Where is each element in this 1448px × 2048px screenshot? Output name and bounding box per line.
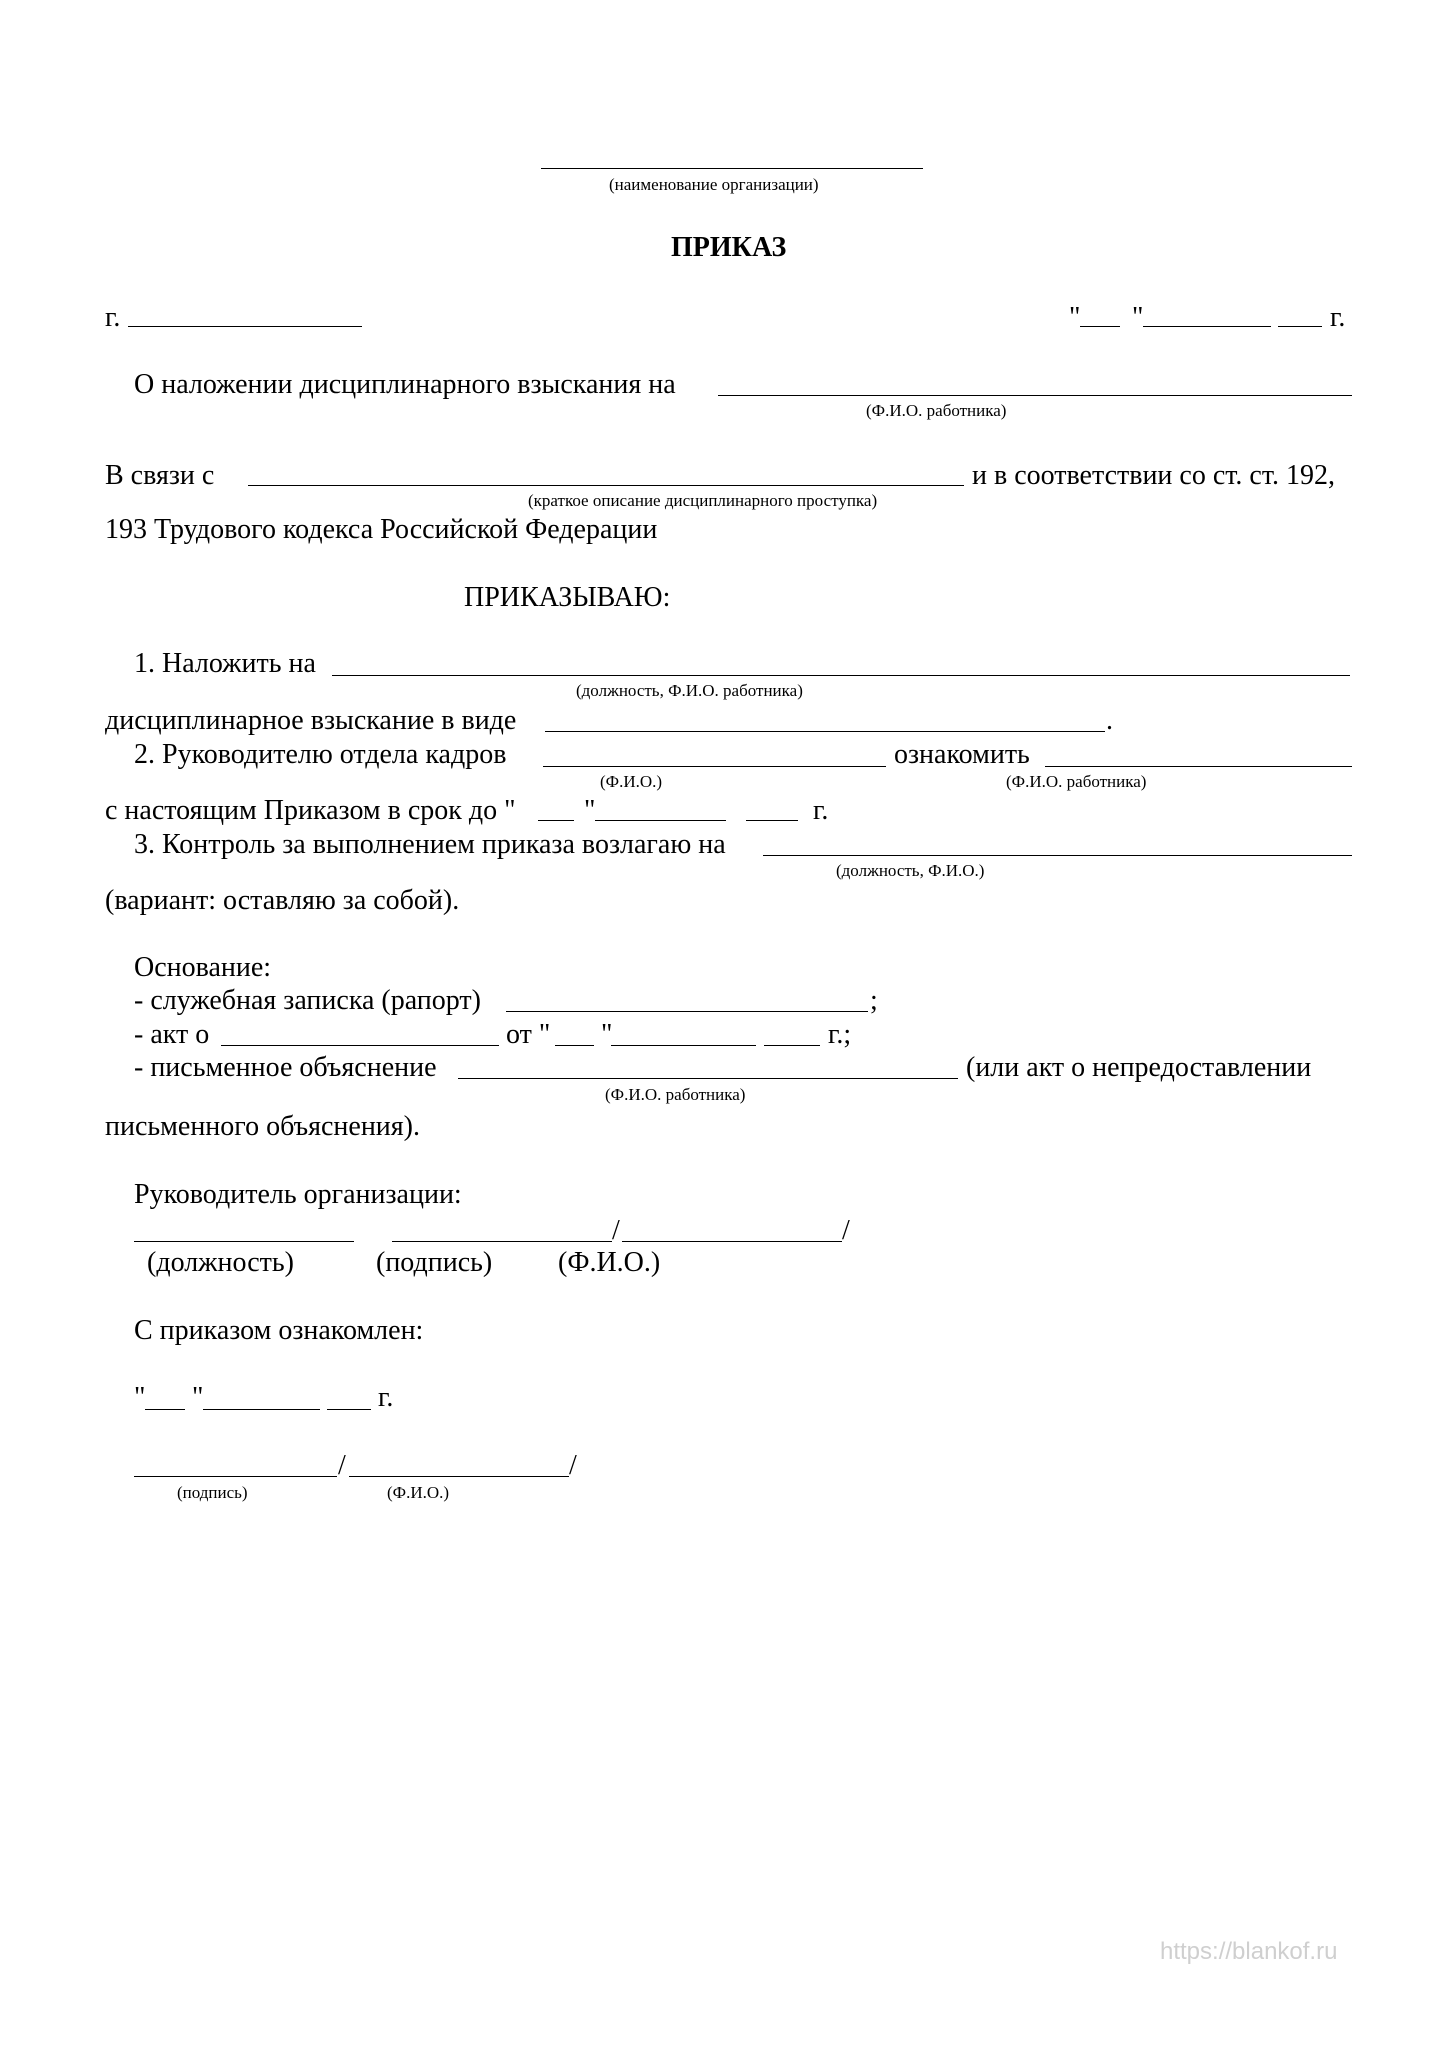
ack-year-line[interactable] bbox=[327, 1409, 371, 1410]
head-name-line[interactable] bbox=[622, 1241, 842, 1242]
hr-head-line[interactable] bbox=[543, 766, 886, 767]
head-caption-position: (должность) bbox=[147, 1247, 294, 1278]
explanation-employee-line[interactable] bbox=[458, 1078, 958, 1079]
act-year-suffix: г.; bbox=[828, 1019, 852, 1050]
date-open-quote: " bbox=[1069, 302, 1081, 333]
item1-prefix: 1. Наложить на bbox=[134, 648, 316, 679]
ack-month-line[interactable] bbox=[203, 1409, 320, 1410]
ack-name-line[interactable] bbox=[349, 1476, 569, 1477]
penalty-type-line[interactable] bbox=[545, 731, 1105, 732]
memo-end: ; bbox=[870, 985, 878, 1016]
ack-title: С приказом ознакомлен: bbox=[134, 1315, 424, 1346]
basis-act-prefix: - акт о bbox=[134, 1019, 210, 1050]
date-month-line[interactable] bbox=[1143, 326, 1271, 327]
ack-caption-name: (Ф.И.О.) bbox=[387, 1483, 450, 1502]
item2-day-line[interactable] bbox=[538, 820, 574, 821]
reason-prefix: В связи с bbox=[105, 460, 215, 491]
org-name-caption: (наименование организации) bbox=[609, 175, 819, 194]
item2-mid: ознакомить bbox=[894, 739, 1030, 770]
item2-month-line[interactable] bbox=[595, 820, 726, 821]
ack-date-close-quote: " bbox=[192, 1382, 204, 1413]
item2-line2: с настоящим Приказом в срок до " bbox=[105, 795, 516, 826]
date-year-line[interactable] bbox=[1278, 326, 1322, 327]
order-word: ПРИКАЗЫВАЮ: bbox=[464, 582, 671, 613]
item1-end: . bbox=[1106, 705, 1113, 736]
item1-employee-line[interactable] bbox=[332, 675, 1350, 676]
basis-title: Основание: bbox=[134, 952, 272, 983]
explanation-caption: (Ф.И.О. работника) bbox=[605, 1085, 746, 1104]
item3-line2: (вариант: оставляю за собой). bbox=[105, 885, 460, 916]
act-subject-line[interactable] bbox=[221, 1045, 499, 1046]
head-position-line[interactable] bbox=[134, 1241, 354, 1242]
act-year-line[interactable] bbox=[764, 1045, 820, 1046]
date-day-line[interactable] bbox=[1080, 326, 1120, 327]
ack-day-line[interactable] bbox=[145, 1409, 185, 1410]
basis-memo: - служебная записка (рапорт) bbox=[134, 985, 481, 1016]
act-from: от " bbox=[506, 1019, 551, 1050]
act-close-quote: " bbox=[601, 1019, 613, 1050]
act-day-line[interactable] bbox=[555, 1045, 594, 1046]
reason-caption: (краткое описание дисциплинарного проступка) bbox=[528, 491, 878, 510]
date-close-quote: " bbox=[1132, 302, 1144, 333]
ack-signature-line[interactable] bbox=[134, 1476, 337, 1477]
head-caption-name: (Ф.И.О.) bbox=[558, 1247, 661, 1278]
head-signature-line[interactable] bbox=[392, 1241, 612, 1242]
ack-slash-1: / bbox=[338, 1450, 346, 1481]
item3-prefix: 3. Контроль за выполнением приказа возлагаю на bbox=[134, 829, 726, 860]
city-line[interactable] bbox=[128, 326, 362, 327]
item2-caption-fio: (Ф.И.О.) bbox=[600, 772, 663, 791]
head-slash-2: / bbox=[842, 1215, 850, 1246]
basis-explanation-line2: письменного объяснения). bbox=[105, 1111, 420, 1142]
date-year-suffix: г. bbox=[1330, 302, 1346, 333]
watermark-url[interactable]: https://blankof.ru bbox=[1160, 1938, 1338, 1965]
item1-line2: дисциплинарное взыскание в виде bbox=[105, 705, 517, 736]
reason-line[interactable] bbox=[248, 485, 964, 486]
memo-line[interactable] bbox=[506, 1011, 868, 1012]
item2-year-suffix: г. bbox=[813, 795, 829, 826]
ack-date-open-quote: " bbox=[134, 1382, 146, 1413]
doc-title: ПРИКАЗ bbox=[671, 232, 787, 263]
item3-caption: (должность, Ф.И.О.) bbox=[836, 861, 985, 880]
org-name-line[interactable] bbox=[541, 168, 923, 169]
item2-employee-line[interactable] bbox=[1045, 766, 1352, 767]
item1-caption: (должность, Ф.И.О. работника) bbox=[576, 681, 803, 700]
head-sign-title: Руководитель организации: bbox=[134, 1179, 462, 1210]
reason-suffix: и в соответствии со ст. ст. 192, bbox=[972, 460, 1335, 491]
ack-year-suffix: г. bbox=[378, 1382, 394, 1413]
ack-slash-2: / bbox=[569, 1450, 577, 1481]
reason-line2: 193 Трудового кодекса Российской Федерации bbox=[105, 514, 658, 545]
basis-explanation-prefix: - письменное объяснение bbox=[134, 1052, 437, 1083]
head-caption-signature: (подпись) bbox=[376, 1247, 493, 1278]
item2-prefix: 2. Руководителю отдела кадров bbox=[134, 739, 507, 770]
item2-caption-employee: (Ф.И.О. работника) bbox=[1006, 772, 1147, 791]
basis-explanation-suffix: (или акт о непредоставлении bbox=[966, 1052, 1312, 1083]
subject-employee-caption: (Ф.И.О. работника) bbox=[866, 401, 1007, 420]
item3-responsible-line[interactable] bbox=[763, 855, 1352, 856]
subject-employee-line[interactable] bbox=[718, 395, 1352, 396]
head-slash-1: / bbox=[612, 1215, 620, 1246]
item2-year-line[interactable] bbox=[746, 820, 798, 821]
ack-caption-signature: (подпись) bbox=[177, 1483, 248, 1502]
item2-close-quote: " bbox=[584, 795, 596, 826]
subject-text: О наложении дисциплинарного взыскания на bbox=[134, 369, 676, 400]
act-month-line[interactable] bbox=[611, 1045, 756, 1046]
city-prefix: г. bbox=[105, 302, 121, 333]
